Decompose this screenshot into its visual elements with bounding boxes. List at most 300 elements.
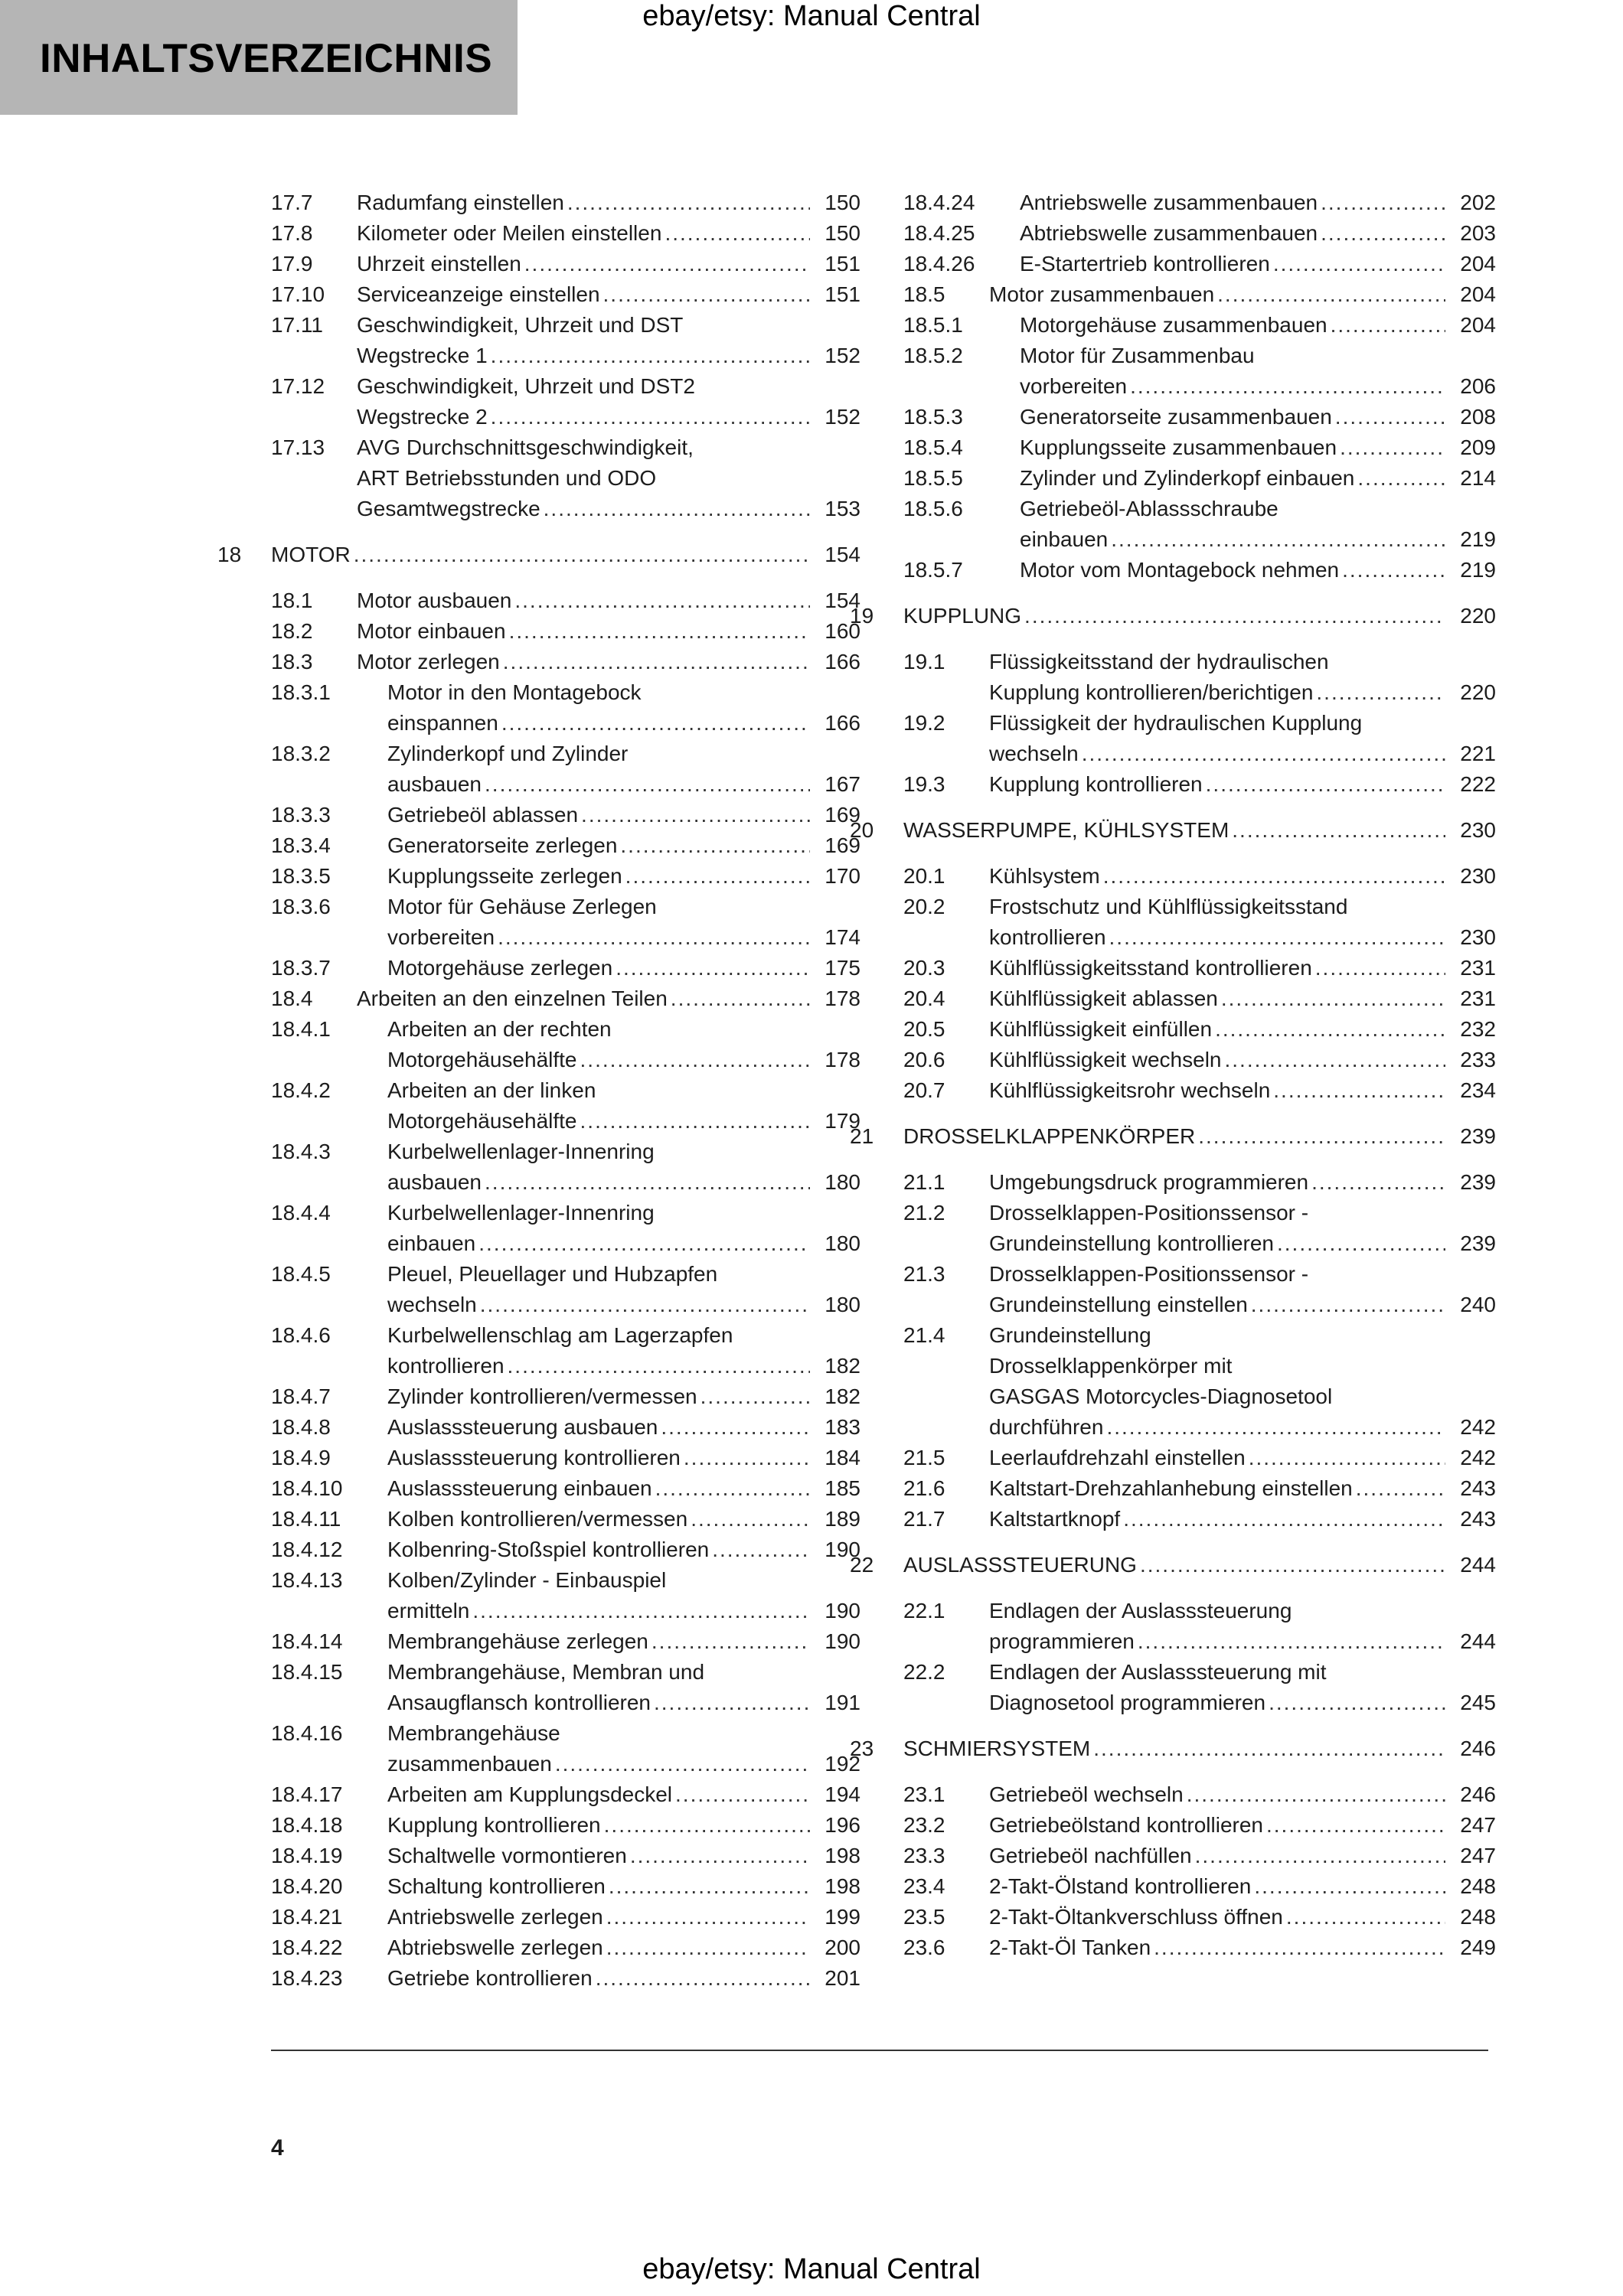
toc-entry-title: Kolbenring-Stoßspiel kontrollieren	[387, 1538, 710, 1561]
toc-entry-title: Leerlaufdrehzahl einstellen	[989, 1446, 1246, 1469]
toc-leader-dots	[1311, 1167, 1445, 1198]
toc-entry[interactable]	[903, 1075, 1496, 1106]
toc-entry[interactable]	[903, 953, 1496, 983]
toc-entry-page: 203	[1460, 221, 1496, 245]
toc-entry-page: 248	[1460, 1874, 1496, 1898]
toc-entry-title: Motor ausbauen	[357, 589, 512, 612]
toc-entry-number: 23.6	[903, 1936, 945, 1959]
toc-entry-page: 214	[1460, 466, 1496, 490]
toc-entry[interactable]	[271, 1504, 860, 1534]
toc-entry-page: 231	[1460, 987, 1496, 1010]
toc-entry-page: 206	[1460, 374, 1496, 398]
toc-entry-title-line: Drosselklappen-Positionssensor -	[989, 1201, 1309, 1225]
toc-entry[interactable]	[903, 861, 1496, 892]
toc-entry[interactable]	[903, 892, 1496, 953]
toc-entry-page: 154	[825, 589, 860, 612]
toc-entry-page: 180	[825, 1231, 860, 1255]
toc-entry-page: 199	[825, 1905, 860, 1929]
toc-entry[interactable]	[271, 585, 860, 616]
toc-leader-dots	[616, 953, 810, 983]
toc-entry-page: 230	[1460, 864, 1496, 888]
toc-entry-title: Gesamtwegstrecke	[357, 497, 540, 520]
toc-leader-dots	[655, 1473, 810, 1504]
toc-leader-dots	[661, 1412, 810, 1443]
toc-entry-title: Kühlflüssigkeitsrohr wechseln	[989, 1078, 1271, 1102]
toc-leader-dots	[491, 402, 810, 432]
toc-entry-title: Getriebeölstand kontrollieren	[989, 1813, 1263, 1837]
toc-entry-title: vorbereiten	[387, 925, 495, 949]
toc-entry[interactable]	[903, 1014, 1496, 1045]
toc-entry-number: 18.5	[903, 282, 945, 306]
toc-entry[interactable]	[271, 1718, 860, 1779]
toc-entry-title: kontrollieren	[989, 925, 1106, 949]
toc-entry-page: 190	[825, 1629, 860, 1653]
toc-entry-number: 21	[850, 1124, 874, 1148]
toc-entry-title: 2-Takt-Öltankverschluss öffnen	[989, 1905, 1283, 1929]
toc-entry-title: Radumfang einstellen	[357, 191, 564, 214]
footer-divider	[271, 2050, 1488, 2051]
toc-entry-number: 18.5.4	[903, 435, 963, 459]
toc-entry[interactable]	[903, 1045, 1496, 1075]
toc-entry-page: 239	[1460, 1124, 1496, 1148]
toc-entry-page: 208	[1460, 405, 1496, 429]
toc-entry[interactable]	[903, 1932, 1496, 1963]
toc-entry-number: 23.5	[903, 1905, 945, 1929]
toc-entry-title: Kaltstartknopf	[989, 1507, 1121, 1531]
toc-entry-number: 18.4.9	[271, 1446, 331, 1469]
toc-entry[interactable]	[271, 616, 860, 647]
toc-entry-page: 184	[825, 1446, 860, 1469]
toc-entry[interactable]	[271, 1902, 860, 1932]
toc-entry[interactable]	[271, 739, 860, 800]
toc-entry-number: 18.4.17	[271, 1782, 343, 1806]
toc-leader-dots	[1082, 739, 1445, 769]
toc-entry-number: 18.5.7	[903, 558, 963, 582]
toc-entry-title: Kupplung kontrollieren	[387, 1813, 601, 1837]
toc-entry[interactable]	[903, 647, 1496, 708]
toc-leader-dots	[567, 188, 810, 218]
toc-entry[interactable]	[271, 279, 860, 310]
toc-entry-title: Motor zusammenbauen	[989, 282, 1215, 306]
toc-entry[interactable]	[850, 1550, 1496, 1580]
toc-entry-page: 190	[825, 1538, 860, 1561]
toc-entry-page: 243	[1460, 1507, 1496, 1531]
toc-entry[interactable]	[271, 1198, 860, 1259]
toc-entry-title: Motor einbauen	[357, 619, 506, 643]
toc-leader-dots	[691, 1504, 810, 1534]
toc-leader-dots	[651, 1626, 810, 1657]
toc-leader-dots	[503, 647, 810, 677]
toc-leader-dots	[1187, 1779, 1445, 1810]
toc-leader-dots	[1316, 677, 1445, 708]
toc-entry-title-line: Flüssigkeitsstand der hydraulischen	[989, 650, 1329, 673]
toc-entry-number: 22	[850, 1553, 874, 1577]
toc-entry[interactable]	[903, 279, 1496, 310]
toc-entry-number: 20.2	[903, 895, 945, 918]
toc-leader-dots	[700, 1381, 810, 1412]
toc-entry[interactable]	[271, 1137, 860, 1198]
toc-leader-dots	[1221, 983, 1445, 1014]
toc-entry-title: 2-Takt-Öl Tanken	[989, 1936, 1151, 1959]
toc-entry-number: 21.6	[903, 1476, 945, 1500]
toc-entry-page: 154	[825, 543, 860, 566]
toc-leader-dots	[1140, 1550, 1445, 1580]
toc-entry-page: 246	[1460, 1737, 1496, 1760]
toc-leader-dots	[1342, 555, 1445, 585]
toc-leader-dots	[603, 279, 810, 310]
toc-entry-number: 18.3.4	[271, 833, 331, 857]
toc-entry-number: 18.3.2	[271, 742, 331, 765]
toc-entry[interactable]	[271, 188, 860, 218]
toc-entry-number: 18.4.2	[271, 1078, 331, 1102]
toc-entry[interactable]	[903, 1902, 1496, 1932]
toc-leader-dots	[1273, 1075, 1445, 1106]
toc-entry-title-line: Motor für Zusammenbau	[1020, 344, 1255, 367]
toc-leader-dots	[1195, 1841, 1445, 1871]
toc-entry-number: 20.5	[903, 1017, 945, 1041]
toc-entry-number: 18.5.2	[903, 344, 963, 367]
toc-entry-page: 153	[825, 497, 860, 520]
toc-entry-title: Diagnosetool programmieren	[989, 1691, 1266, 1714]
toc-leader-dots	[606, 1902, 810, 1932]
toc-entry-number: 18.4.20	[271, 1874, 343, 1898]
toc-entry[interactable]	[903, 555, 1496, 585]
toc-entry-title: Arbeiten an den einzelnen Teilen	[357, 987, 668, 1010]
toc-entry-page: 185	[825, 1476, 860, 1500]
toc-entry-title-line: Motor in den Montagebock	[387, 680, 642, 704]
toc-entry-number: 18.4	[271, 987, 313, 1010]
toc-entry-title-line: Geschwindigkeit, Uhrzeit und DST2	[357, 374, 695, 398]
toc-entry-number: 18.1	[271, 589, 313, 612]
toc-leader-dots	[1335, 402, 1445, 432]
toc-leader-dots	[1111, 524, 1445, 555]
toc-entry-title-line: Kurbelwellenschlag am Lagerzapfen	[387, 1323, 733, 1347]
toc-entry-number: 19.3	[903, 772, 945, 796]
toc-entry-number: 18.3.5	[271, 864, 331, 888]
toc-entry-number: 18.4.8	[271, 1415, 331, 1439]
toc-leader-dots	[580, 1045, 810, 1075]
toc-entry-page: 221	[1460, 742, 1496, 765]
toc-leader-dots	[675, 1779, 810, 1810]
toc-entry-title: Kaltstart-Drehzahlanhebung einstellen	[989, 1476, 1353, 1500]
toc-entry[interactable]	[271, 677, 860, 739]
toc-entry[interactable]	[271, 1534, 860, 1565]
toc-leader-dots	[1206, 769, 1445, 800]
toc-entry-title-line: Drosselklappenkörper mit	[989, 1354, 1233, 1378]
toc-entry-number: 21.4	[903, 1323, 945, 1347]
toc-entry-number: 18.4.21	[271, 1905, 343, 1929]
toc-entry-page: 180	[825, 1170, 860, 1194]
toc-entry-title-line: Flüssigkeit der hydraulischen Kupplung	[989, 711, 1363, 735]
toc-entry-number: 18.4.14	[271, 1629, 343, 1653]
toc-entry-title: kontrollieren	[387, 1354, 505, 1378]
toc-entry-page: 169	[825, 803, 860, 827]
toc-entry-number: 19.1	[903, 650, 945, 673]
toc-leader-dots	[712, 1534, 810, 1565]
toc-entry-title: Auslasssteuerung kontrollieren	[387, 1446, 681, 1469]
toc-entry-number: 21.2	[903, 1201, 945, 1225]
toc-entry-page: 242	[1460, 1415, 1496, 1439]
toc-entry-title: E-Startertrieb kontrollieren	[1020, 252, 1270, 276]
toc-entry[interactable]	[271, 983, 860, 1014]
toc-entry-title: Auslasssteuerung einbauen	[387, 1476, 652, 1500]
toc-entry-page: 240	[1460, 1293, 1496, 1316]
toc-entry-title-line: ART Betriebsstunden und ODO	[357, 466, 657, 490]
toc-entry-number: 17.11	[271, 313, 323, 337]
toc-entry-title: Wegstrecke 1	[357, 344, 488, 367]
toc-leader-dots	[596, 1963, 810, 1994]
toc-entry-title: DROSSELKLAPPENKÖRPER	[903, 1124, 1196, 1148]
toc-entry-page: 183	[825, 1415, 860, 1439]
toc-entry-page: 152	[825, 405, 860, 429]
toc-entry-page: 204	[1460, 252, 1496, 276]
toc-entry-title: durchführen	[989, 1415, 1104, 1439]
toc-entry-page: 247	[1460, 1813, 1496, 1837]
toc-entry-title-line: AVG Durchschnittsgeschwindigkeit,	[357, 435, 694, 459]
toc-entry-page: 219	[1460, 527, 1496, 551]
toc-entry-title: Getriebeöl nachfüllen	[989, 1844, 1192, 1867]
toc-entry-title: Auslasssteuerung ausbauen	[387, 1415, 658, 1439]
toc-entry-page: 232	[1460, 1017, 1496, 1041]
toc-entry[interactable]	[271, 1810, 860, 1841]
toc-entry-title: 2-Takt-Ölstand kontrollieren	[989, 1874, 1252, 1898]
toc-entry[interactable]	[903, 1167, 1496, 1198]
toc-entry-page: 244	[1460, 1553, 1496, 1577]
toc-leader-dots	[1254, 1871, 1445, 1902]
toc-entry-page: 233	[1460, 1048, 1496, 1071]
toc-entry[interactable]	[903, 432, 1496, 463]
toc-entry[interactable]	[850, 815, 1496, 846]
toc-entry-number: 18.4.26	[903, 252, 975, 276]
toc-entry[interactable]	[271, 830, 860, 861]
toc-leader-dots	[1340, 432, 1445, 463]
toc-leader-dots	[1269, 1688, 1445, 1718]
toc-entry[interactable]	[903, 341, 1496, 402]
toc-entry-page: 151	[825, 282, 860, 306]
toc-entry-title: SCHMIERSYSTEM	[903, 1737, 1091, 1760]
toc-entry-title-line: Kurbelwellenlager-Innenring	[387, 1201, 655, 1225]
toc-entry[interactable]	[271, 1871, 860, 1902]
toc-entry-title: einbauen	[1020, 527, 1109, 551]
toc-entry[interactable]	[903, 1443, 1496, 1473]
toc-entry[interactable]	[903, 1198, 1496, 1259]
toc-entry-page: 198	[825, 1844, 860, 1867]
toc-leader-dots	[1286, 1902, 1445, 1932]
watermark-bottom: ebay/etsy: Manual Central	[642, 2253, 981, 2285]
toc-entry-number: 18.4.11	[271, 1507, 341, 1531]
toc-entry-title: Kilometer oder Meilen einstellen	[357, 221, 662, 245]
toc-entry[interactable]	[903, 1871, 1496, 1902]
toc-entry[interactable]	[903, 463, 1496, 494]
toc-entry-number: 18.4.12	[271, 1538, 343, 1561]
toc-leader-dots	[472, 1596, 810, 1626]
toc-entry-page: 196	[825, 1813, 860, 1837]
toc-entry-title: einspannen	[387, 711, 498, 735]
toc-entry[interactable]	[271, 1565, 860, 1626]
toc-leader-dots	[1266, 1810, 1445, 1841]
toc-entry[interactable]	[271, 432, 860, 524]
toc-entry-title: Kühlsystem	[989, 864, 1100, 888]
toc-entry[interactable]	[271, 1320, 860, 1381]
toc-entry[interactable]	[903, 1657, 1496, 1718]
toc-leader-dots	[1123, 1504, 1445, 1534]
toc-entry-number: 17.13	[271, 435, 325, 459]
toc-entry[interactable]	[271, 892, 860, 953]
toc-entry[interactable]	[903, 402, 1496, 432]
toc-leader-dots	[671, 983, 810, 1014]
toc-entry[interactable]	[903, 1320, 1496, 1443]
toc-entry[interactable]	[903, 983, 1496, 1014]
toc-entry[interactable]	[903, 1473, 1496, 1504]
toc-entry-title: Arbeiten am Kupplungsdeckel	[387, 1782, 673, 1806]
toc-entry-title: AUSLASSSTEUERUNG	[903, 1553, 1137, 1577]
toc-entry-title: Kolben kontrollieren/vermessen	[387, 1507, 688, 1531]
toc-entry[interactable]	[271, 1473, 860, 1504]
toc-entry[interactable]	[271, 1412, 860, 1443]
toc-entry[interactable]	[271, 1626, 860, 1657]
toc-entry-title: Kupplung kontrollieren	[989, 772, 1203, 796]
toc-entry-title: Kühlflüssigkeit einfüllen	[989, 1017, 1213, 1041]
toc-entry-number: 19.2	[903, 711, 945, 735]
toc-entry-page: 246	[1460, 1782, 1496, 1806]
toc-entry[interactable]	[903, 1779, 1496, 1810]
toc-entry-title: einbauen	[387, 1231, 476, 1255]
toc-entry-title: Schaltwelle vormontieren	[387, 1844, 627, 1867]
toc-entry-page: 201	[825, 1966, 860, 1990]
toc-entry[interactable]	[903, 1841, 1496, 1871]
toc-entry-number: 20.7	[903, 1078, 945, 1102]
toc-entry-number: 17.7	[271, 191, 313, 214]
toc-entry-page: 160	[825, 619, 860, 643]
toc-entry[interactable]	[271, 647, 860, 677]
toc-entry-page: 150	[825, 221, 860, 245]
toc-entry[interactable]	[271, 310, 860, 371]
toc-entry[interactable]	[217, 540, 860, 570]
toc-entry-page: 175	[825, 956, 860, 980]
toc-entry-title: ausbauen	[387, 772, 482, 796]
toc-entry[interactable]	[271, 953, 860, 983]
toc-entry-page: 249	[1460, 1936, 1496, 1959]
toc-entry-number: 23	[850, 1737, 874, 1760]
toc-entry[interactable]	[903, 188, 1496, 218]
toc-entry-title-line: Membrangehäuse, Membran und	[387, 1660, 705, 1684]
toc-leader-dots	[604, 1810, 810, 1841]
toc-entry[interactable]	[903, 494, 1496, 555]
toc-entry-number: 22.2	[903, 1660, 945, 1684]
toc-entry[interactable]	[271, 861, 860, 892]
toc-leader-dots	[524, 249, 810, 279]
toc-leader-dots	[509, 616, 810, 647]
toc-entry-title-line: Kolben/Zylinder - Einbauspiel	[387, 1568, 667, 1592]
toc-entry-number: 20.3	[903, 956, 945, 980]
toc-entry[interactable]	[903, 310, 1496, 341]
toc-entry-page: 182	[825, 1384, 860, 1408]
toc-entry[interactable]	[271, 218, 860, 249]
toc-entry[interactable]	[271, 371, 860, 432]
toc-entry-page: 230	[1460, 818, 1496, 842]
toc-entry[interactable]	[271, 800, 860, 830]
toc-entry[interactable]	[271, 1841, 860, 1871]
toc-entry[interactable]	[903, 1259, 1496, 1320]
toc-entry-title: Generatorseite zerlegen	[387, 833, 618, 857]
toc-entry[interactable]	[271, 1779, 860, 1810]
toc-entry[interactable]	[271, 1932, 860, 1963]
toc-entry-title: Antriebswelle zusammenbauen	[1020, 191, 1318, 214]
toc-entry[interactable]	[271, 1443, 860, 1473]
toc-entry-number: 18.2	[271, 619, 313, 643]
toc-entry[interactable]	[903, 218, 1496, 249]
toc-entry-page: 192	[825, 1752, 860, 1776]
toc-entry[interactable]	[271, 1259, 860, 1320]
toc-entry[interactable]	[271, 1963, 860, 1994]
toc-entry-title-line: Pleuel, Pleuellager und Hubzapfen	[387, 1262, 718, 1286]
toc-entry-number: 18.4.19	[271, 1844, 343, 1867]
toc-entry[interactable]	[903, 769, 1496, 800]
toc-entry-page: 219	[1460, 558, 1496, 582]
toc-entry-page: 170	[825, 864, 860, 888]
toc-entry[interactable]	[850, 601, 1496, 631]
toc-entry-title-line: Zylinderkopf und Zylinder	[387, 742, 629, 765]
toc-entry-number: 18	[217, 543, 242, 566]
toc-leader-dots	[1321, 188, 1445, 218]
toc-entry-number: 23.3	[903, 1844, 945, 1867]
toc-entry-number: 17.10	[271, 282, 325, 306]
toc-leader-dots	[544, 494, 810, 524]
toc-entry-title-line: Arbeiten an der rechten	[387, 1017, 612, 1041]
toc-leader-dots	[1024, 601, 1445, 631]
toc-entry-title-line: Frostschutz und Kühlflüssigkeitsstand	[989, 895, 1348, 918]
toc-entry[interactable]	[903, 1504, 1496, 1534]
toc-entry[interactable]	[903, 1596, 1496, 1657]
toc-entry-title: Abtriebswelle zusammenbauen	[1020, 221, 1318, 245]
toc-entry[interactable]	[903, 249, 1496, 279]
toc-entry-page: 179	[825, 1109, 860, 1133]
toc-entry-number: 18.3.3	[271, 803, 331, 827]
toc-entry-number: 18.4.1	[271, 1017, 331, 1041]
toc-leader-dots	[1356, 1473, 1445, 1504]
toc-entry[interactable]	[271, 249, 860, 279]
toc-entry[interactable]	[271, 1381, 860, 1412]
toc-leader-dots	[684, 1443, 810, 1473]
toc-entry[interactable]	[850, 1733, 1496, 1764]
toc-entry-number: 20	[850, 818, 874, 842]
toc-entry-title: Antriebswelle zerlegen	[387, 1905, 603, 1929]
toc-leader-dots	[1273, 249, 1445, 279]
toc-entry-number: 20.1	[903, 864, 945, 888]
toc-entry-title: Kühlflüssigkeitsstand kontrollieren	[989, 956, 1312, 980]
toc-entry-number: 18.4.3	[271, 1140, 331, 1163]
toc-entry-page: 202	[1460, 191, 1496, 214]
toc-entry[interactable]	[903, 1810, 1496, 1841]
toc-entry-page: 194	[825, 1782, 860, 1806]
toc-entry[interactable]	[271, 1075, 860, 1137]
toc-entry[interactable]	[271, 1014, 860, 1075]
toc-entry-page: 198	[825, 1874, 860, 1898]
toc-entry-number: 18.3.1	[271, 680, 331, 704]
toc-entry-number: 21.1	[903, 1170, 945, 1194]
toc-leader-dots	[1106, 1412, 1445, 1443]
toc-entry-page: 190	[825, 1599, 860, 1623]
toc-leader-dots	[1277, 1228, 1445, 1259]
toc-entry[interactable]	[903, 708, 1496, 769]
toc-leader-dots	[555, 1749, 810, 1779]
toc-leader-dots	[1225, 1045, 1446, 1075]
toc-entry[interactable]	[850, 1121, 1496, 1152]
toc-entry[interactable]	[271, 1657, 860, 1718]
toc-entry-page: 200	[825, 1936, 860, 1959]
toc-entry-title-line: Geschwindigkeit, Uhrzeit und DST	[357, 313, 684, 337]
toc-entry-number: 20.6	[903, 1048, 945, 1071]
